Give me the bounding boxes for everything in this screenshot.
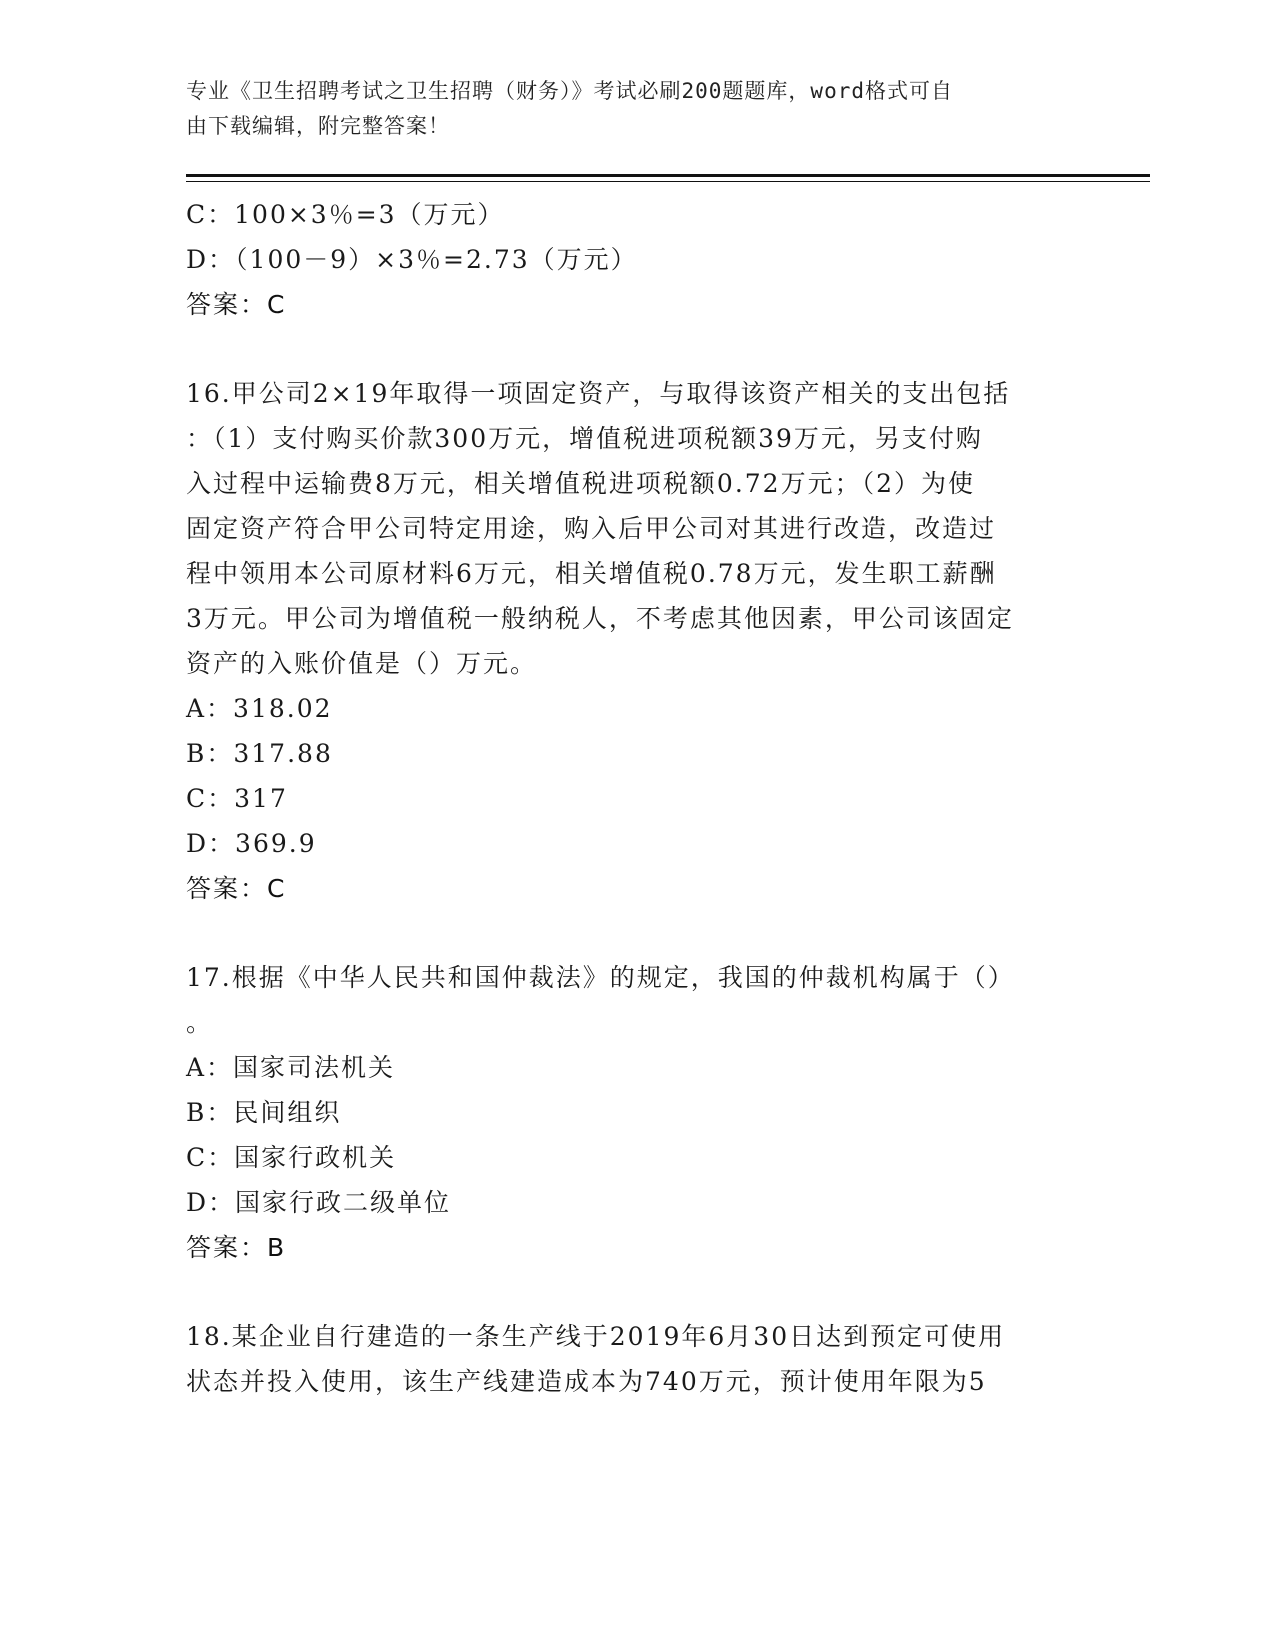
document-body	[186, 192, 1086, 1404]
header-line-1: 专业《卫生招聘考试之卫生招聘（财务）》考试必刷200题题库，word格式可自	[186, 79, 953, 103]
answer: 答案：C	[186, 874, 287, 903]
question-text-line: 18.某企业自行建造的一条生产线于2019年6月30日达到预定可使用	[186, 1322, 1006, 1351]
header-divider-thick	[186, 174, 1150, 177]
question-text-line: 程中领用本公司原材料6万元，相关增值税0.78万元，发生职工薪酬	[186, 559, 997, 588]
option-c: C：100×3％=3（万元）	[186, 200, 505, 229]
spacer	[186, 327, 1086, 371]
question-text-line: 3万元。甲公司为增值税一般纳税人，不考虑其他因素，甲公司该固定	[186, 604, 1014, 633]
question-text-line: 状态并投入使用，该生产线建造成本为740万元，预计使用年限为5	[186, 1367, 987, 1396]
spacer	[186, 1270, 1086, 1314]
answer: 答案：B	[186, 1233, 287, 1262]
header-line-2: 由下载编辑，附完整答案！	[186, 114, 450, 138]
question-15	[186, 192, 1086, 327]
question-text-line: 17.根据《中华人民共和国仲裁法》的规定，我国的仲裁机构属于（）	[186, 963, 1015, 992]
option-b: B：民间组织	[186, 1098, 342, 1127]
option-c: C：317	[186, 784, 288, 813]
option-a: A：国家司法机关	[186, 1053, 396, 1082]
spacer	[186, 911, 1086, 955]
question-17	[186, 955, 1086, 1270]
option-c: C：国家行政机关	[186, 1143, 397, 1172]
answer: 答案：C	[186, 290, 287, 319]
question-text-line: 资产的入账价值是（）万元。	[186, 649, 538, 678]
question-text-line: ：（1）支付购买价款300万元，增值税进项税额39万元，另支付购	[186, 424, 983, 453]
document-header	[186, 74, 1066, 144]
option-b: B：317.88	[186, 739, 333, 768]
question-text-line: 入过程中运输费8万元，相关增值税进项税额0.72万元；（2）为使	[186, 469, 975, 498]
option-d: D：（100－9）×3％=2.73（万元）	[186, 245, 638, 274]
question-16	[186, 371, 1086, 911]
option-d: D：国家行政二级单位	[186, 1188, 452, 1217]
question-18	[186, 1314, 1086, 1404]
option-a: A：318.02	[186, 694, 333, 723]
option-d: D：369.9	[186, 829, 317, 858]
question-text-line: 16.甲公司2×19年取得一项固定资产，与取得该资产相关的支出包括	[186, 379, 1011, 408]
question-text-line: 固定资产符合甲公司特定用途，购入后甲公司对其进行改造，改造过	[186, 514, 997, 543]
header-divider-thin	[186, 181, 1150, 182]
question-text-line: 。	[186, 1008, 214, 1037]
